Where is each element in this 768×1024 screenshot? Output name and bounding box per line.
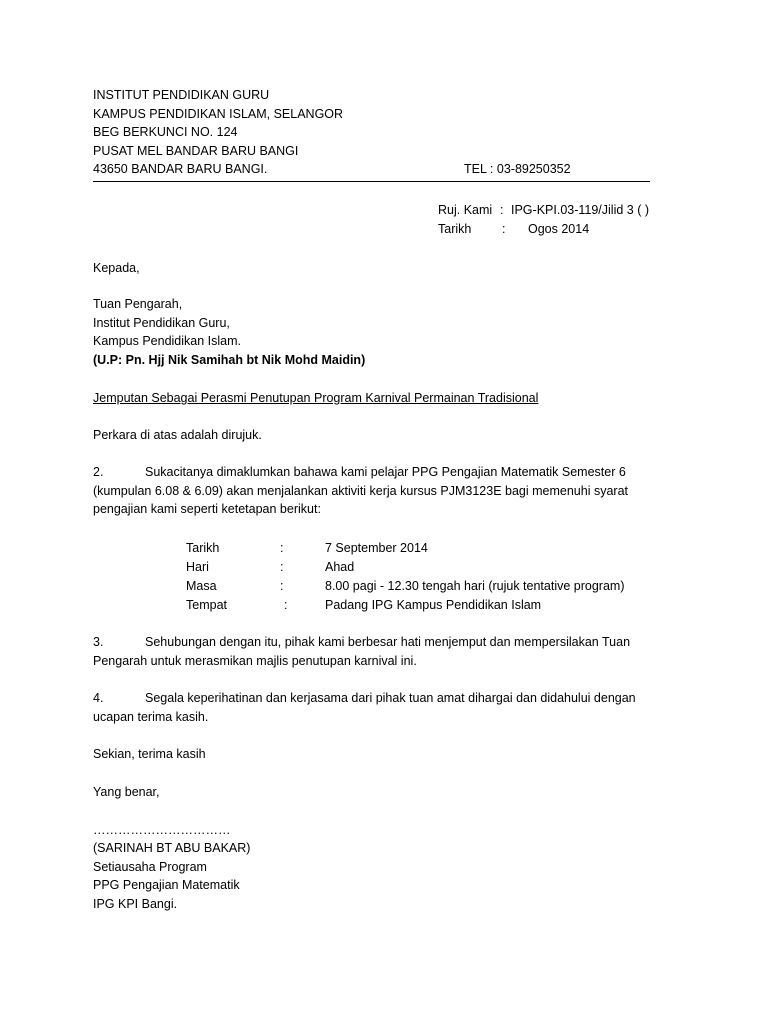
detail-value: Ahad xyxy=(325,560,355,574)
detail-label: Hari xyxy=(186,560,209,574)
paragraph-4 xyxy=(93,689,663,726)
paragraph-text: pengajian kami seperti ketetapan berikut: xyxy=(93,502,321,516)
paragraph-text: Sehubungan dengan itu, pihak kami berbesar hati menjemput dan mempersilakan Tuan xyxy=(145,635,631,649)
subject-line: Jemputan Sebagai Perasmi Penutupan Program Karnival Permainan Tradisional xyxy=(93,391,539,405)
signatory-name: (SARINAH BT ABU BAKAR) xyxy=(93,841,251,855)
detail-value: 8.00 pagi - 12.30 tengah hari (rujuk tentative program) xyxy=(325,579,625,593)
header-divider xyxy=(93,181,650,182)
closing-yours: Yang benar, xyxy=(93,785,160,799)
closing-thanks: Sekian, terima kasih xyxy=(93,747,206,761)
reference-tarikh-value: Ogos 2014 xyxy=(528,222,590,236)
detail-sep: : xyxy=(280,579,284,593)
greeting: Kepada, xyxy=(93,261,140,275)
detail-sep: : xyxy=(280,541,284,555)
detail-label: Masa xyxy=(186,579,217,593)
signatory-block xyxy=(93,839,250,913)
detail-label: Tempat xyxy=(186,598,227,612)
detail-sep: : xyxy=(284,598,288,612)
signatory-title: PPG Pengajian Matematik xyxy=(93,878,240,892)
signatory-title: Setiausaha Program xyxy=(93,859,207,874)
recipient-attention: (U.P: Pn. Hjj Nik Samihah bt Nik Mohd Maidin) xyxy=(93,352,366,367)
reference-ruj-value: IPG-KPI.03-119/Jilid 3 ( ) xyxy=(511,203,650,217)
letterhead-line: PUSAT MEL BANDAR BARU BANGI xyxy=(93,143,299,158)
letterhead xyxy=(93,86,343,179)
paragraph-text: Pengarah untuk merasmikan majlis penutupan karnival ini. xyxy=(93,653,417,668)
detail-label: Tarikh xyxy=(186,541,220,555)
paragraph-number: 4. xyxy=(93,691,104,705)
detail-sep: : xyxy=(280,560,284,574)
reference-tarikh-label: Tarikh xyxy=(438,222,472,236)
reference-ruj-label: Ruj. Kami xyxy=(438,203,493,217)
paragraph-text: Segala keperihatinan dan kerjasama dari pihak tuan amat dihargai dan didahului dengan xyxy=(145,691,636,705)
recipient-line: Kampus Pendidikan Islam. xyxy=(93,334,241,348)
reference-tarikh-sep: : xyxy=(502,222,506,236)
paragraph-text: ucapan terima kasih. xyxy=(93,709,209,724)
letterhead-tel: TEL : 03-89250352 xyxy=(464,162,571,176)
recipient-line: Tuan Pengarah, xyxy=(93,297,183,311)
recipient-line: Institut Pendidikan Guru, xyxy=(93,315,230,330)
paragraph-number: 3. xyxy=(93,635,104,649)
paragraph-3 xyxy=(93,633,663,670)
letterhead-line: BEG BERKUNCI NO. 124 xyxy=(93,125,238,139)
letterhead-line: KAMPUS PENDIDIKAN ISLAM, SELANGOR xyxy=(93,106,344,121)
paragraph-2 xyxy=(93,463,663,519)
reference-ruj-sep: : xyxy=(500,203,504,217)
detail-value: Padang IPG Kampus Pendidikan Islam xyxy=(325,598,542,612)
paragraph-number: 2. xyxy=(93,465,104,479)
detail-value: 7 September 2014 xyxy=(325,541,428,555)
signature-dots: …………………………… xyxy=(93,823,231,837)
opening-sentence: Perkara di atas adalah dirujuk. xyxy=(93,428,262,442)
event-details xyxy=(0,539,768,615)
signatory-title: IPG KPI Bangi. xyxy=(93,896,178,911)
recipient-address xyxy=(93,295,365,369)
paragraph-text: Sukacitanya dimaklumkan bahawa kami pelajar PPG Pengajian Matematik Semester 6 xyxy=(145,465,626,479)
paragraph-text: (kumpulan 6.08 & 6.09) akan menjalankan aktiviti kerja kursus PJM3123E bagi memenuhi syarat xyxy=(93,483,628,498)
letterhead-line: 43650 BANDAR BARU BANGI. xyxy=(93,162,268,176)
letterhead-line: INSTITUT PENDIDIKAN GURU xyxy=(93,88,270,102)
